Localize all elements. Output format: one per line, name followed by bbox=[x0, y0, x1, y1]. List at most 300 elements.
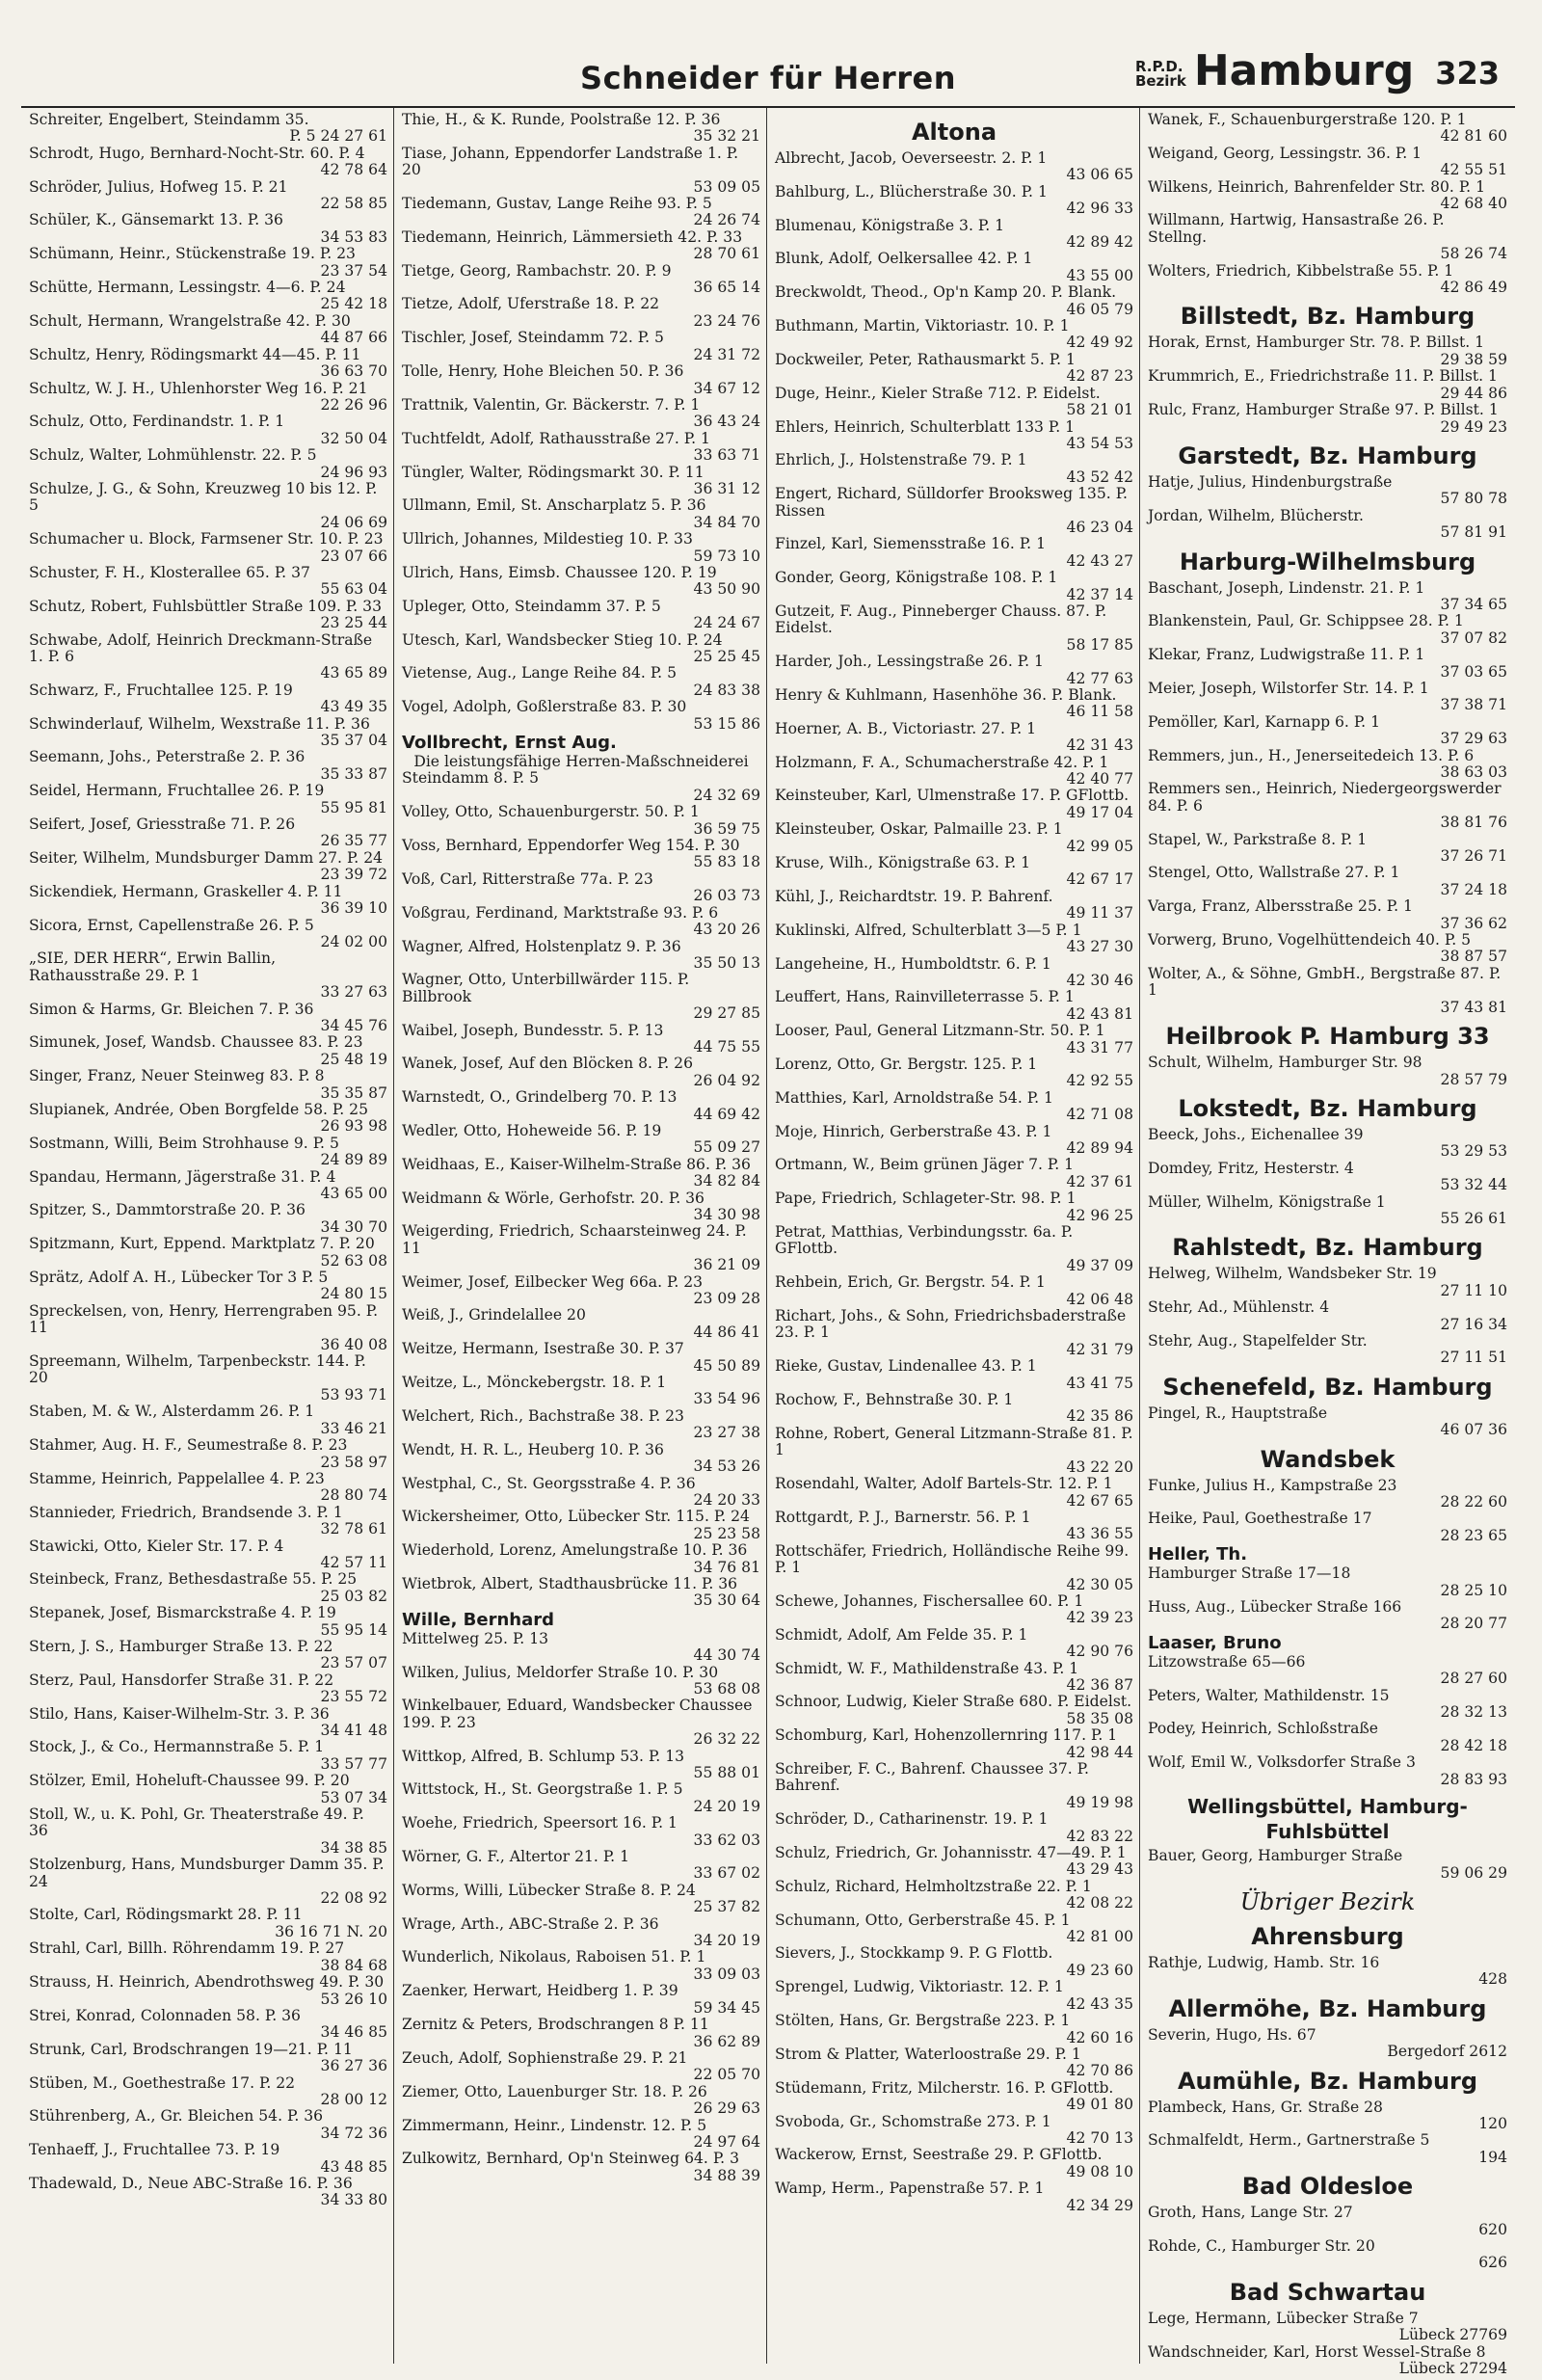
entry-name-address: Blunk, Adolf, Oelkersallee 42. P. 1 bbox=[775, 250, 1033, 268]
entry-name-address: Schomburg, Karl, Hohenzollernring 117. P. 1 bbox=[775, 1726, 1118, 1745]
phone-number: 24 06 69 bbox=[320, 513, 387, 531]
entry-name-address: Wolf, Emil W., Volksdorfer Straße 3 bbox=[1148, 1753, 1416, 1772]
directory-entry bbox=[29, 1270, 387, 1303]
directory-entry bbox=[29, 1404, 387, 1437]
directory-entry bbox=[29, 1236, 387, 1270]
entry-name-address: Krummrich, E., Friedrichstraße 11. P. Billst. 1 bbox=[1148, 367, 1498, 386]
directory-entry bbox=[402, 1408, 760, 1442]
directory-entry bbox=[402, 754, 760, 770]
phone-number: 37 38 71 bbox=[1440, 696, 1507, 714]
entry-name-address: Wiederhold, Lorenz, Amelungstraße 10. P. 36 bbox=[402, 1541, 748, 1560]
directory-entry bbox=[402, 1056, 760, 1089]
directory-entry bbox=[402, 2084, 760, 2118]
phone-number: 26 35 77 bbox=[320, 832, 387, 850]
directory-entry bbox=[1148, 1333, 1507, 1367]
entry-name-address: Stapel, W., Parkstraße 8. P. 1 bbox=[1148, 830, 1368, 848]
directory-entry bbox=[402, 2118, 760, 2152]
phone-number: 55 63 04 bbox=[320, 580, 387, 599]
directory-entry bbox=[402, 1916, 760, 1950]
district-heading: Billstedt, Bz. Hamburg bbox=[1180, 303, 1476, 331]
phone-number: 33 46 21 bbox=[320, 1419, 387, 1437]
phone-number: 23 58 97 bbox=[320, 1453, 387, 1471]
directory-entry bbox=[402, 1576, 760, 1610]
entry-name-address: Westphal, C., St. Georgsstraße 4. P. 36 bbox=[402, 1474, 696, 1492]
entry-name-address: Wandschneider, Karl, Horst Wessel-Straße 8 bbox=[1148, 2342, 1486, 2361]
directory-entry bbox=[775, 1426, 1133, 1476]
entry-name-address: Die leistungsfähige Herren-Maßschneiderei bbox=[413, 753, 749, 771]
entry-name-address: Dockweiler, Peter, Rathausmarkt 5. P. 1 bbox=[775, 350, 1076, 368]
phone-number: 53 68 08 bbox=[693, 1679, 760, 1698]
phone-number: 37 43 81 bbox=[1440, 998, 1507, 1016]
district-heading: Aumühle, Bz. Hamburg bbox=[1177, 2067, 1478, 2095]
phone-number: 55 95 81 bbox=[320, 798, 387, 816]
entry-name-address: Matthies, Karl, Arnoldstraße 54. P. 1 bbox=[775, 1088, 1053, 1107]
district-heading: Wellingsbüttel, Hamburg-Fuhlsbüttel bbox=[1187, 1795, 1468, 1844]
directory-entry bbox=[402, 1749, 760, 1782]
phone-number: 55 26 61 bbox=[1440, 1209, 1507, 1227]
entry-name-address: Sprätz, Adolf A. H., Lübecker Tor 3 P. 5 bbox=[29, 1269, 329, 1287]
entry-name-address: Wanek, F., Schauenburgerstraße 120. P. 1 bbox=[1148, 111, 1467, 128]
directory-entry bbox=[29, 1202, 387, 1236]
directory-entry bbox=[775, 687, 1133, 721]
directory-entry bbox=[402, 2151, 760, 2184]
directory-entry bbox=[1148, 2132, 1507, 2166]
directory-entry bbox=[402, 1665, 760, 1698]
directory-entry bbox=[1148, 334, 1507, 368]
entry-name-address: Wickersheimer, Otto, Lübecker Str. 115. P. 24 bbox=[402, 1508, 750, 1526]
directory-entry bbox=[29, 481, 387, 531]
directory-entry bbox=[402, 1781, 760, 1815]
directory-entry bbox=[29, 918, 387, 951]
phone-number: 34 45 76 bbox=[320, 1016, 387, 1034]
entry-name-address: Weitze, L., Mönckebergstr. 18. P. 1 bbox=[402, 1374, 667, 1392]
entry-name-address: Sicora, Ernst, Capellenstraße 26. P. 5 bbox=[29, 916, 314, 934]
directory-entry bbox=[1148, 580, 1507, 614]
district-label bbox=[1135, 60, 1186, 93]
entry-name-address: Bauer, Georg, Hamburger Straße bbox=[1148, 1847, 1403, 1865]
entry-name-address: Rottschäfer, Friedrich, Holländische Reihe 99. P. 1 bbox=[775, 1541, 1130, 1577]
entry-name-address: Strahl, Carl, Billh. Röhrendamm 19. P. 27 bbox=[29, 1939, 345, 1958]
phone-number: 33 09 03 bbox=[693, 1965, 760, 1983]
phone-number: 43 41 75 bbox=[1066, 1374, 1133, 1392]
directory-entry bbox=[29, 1002, 387, 1035]
phone-number: 29 49 23 bbox=[1440, 417, 1507, 436]
phone-number: 42 43 27 bbox=[1066, 551, 1133, 570]
entry-name-address: Looser, Paul, General Litzmann-Str. 50. P. 1 bbox=[775, 1022, 1105, 1040]
entry-name-address: Hoerner, A. B., Victoriastr. 27. P. 1 bbox=[775, 719, 1037, 737]
entry-name-address: Upleger, Otto, Steindamm 37. P. 5 bbox=[402, 597, 661, 615]
phone-number: 42 77 63 bbox=[1066, 669, 1133, 687]
directory-entry bbox=[775, 1224, 1133, 1274]
directory-entry bbox=[1148, 1405, 1507, 1439]
entry-name-address: Tischler, Josef, Steindamm 72. P. 5 bbox=[402, 329, 664, 347]
phone-number: 43 54 53 bbox=[1066, 434, 1133, 452]
directory-entry bbox=[775, 1124, 1133, 1158]
entry-name-address: Rehbein, Erich, Gr. Bergstr. 54. P. 1 bbox=[775, 1273, 1046, 1292]
directory-entry bbox=[402, 939, 760, 973]
phone-number: 42 35 86 bbox=[1066, 1407, 1133, 1426]
phone-number: 37 34 65 bbox=[1440, 595, 1507, 613]
phone-number: 46 23 04 bbox=[1066, 518, 1133, 536]
phone-number: 620 bbox=[1478, 2220, 1507, 2238]
entry-name-address: Spreemann, Wilhelm, Tarpenbeckstr. 144. P. 20 bbox=[29, 1352, 366, 1387]
entry-name-address: Rochow, F., Behnstraße 30. P. 1 bbox=[775, 1391, 1014, 1409]
phone-number: 42 67 17 bbox=[1066, 870, 1133, 889]
entry-name-address: Schulz, Otto, Ferdinandstr. 1. P. 1 bbox=[29, 413, 285, 431]
phone-number: 36 40 08 bbox=[320, 1335, 387, 1353]
phone-number: 55 83 18 bbox=[693, 853, 760, 871]
phone-number: 42 71 08 bbox=[1066, 1106, 1133, 1124]
directory-entry bbox=[775, 1879, 1133, 1912]
phone-number: 42 43 81 bbox=[1066, 1004, 1133, 1023]
directory-entry bbox=[402, 733, 760, 754]
phone-number: 35 30 64 bbox=[693, 1591, 760, 1610]
entry-name-address: Schulz, Walter, Lohmühlenstr. 22. P. 5 bbox=[29, 446, 317, 465]
directory-entry bbox=[775, 184, 1133, 218]
directory-entry bbox=[775, 150, 1133, 184]
entry-name-address: Schult, Wilhelm, Hamburger Str. 98 bbox=[1148, 1054, 1422, 1072]
directory-entry bbox=[402, 770, 760, 804]
running-title: Schneider für Herren bbox=[580, 60, 956, 96]
phone-number: 34 53 26 bbox=[693, 1457, 760, 1476]
phone-number: 58 35 08 bbox=[1066, 1709, 1133, 1727]
phone-number: 35 33 87 bbox=[320, 764, 387, 783]
district-heading: Schenefeld, Bz. Hamburg bbox=[1162, 1373, 1493, 1401]
entry-name-address: Vietense, Aug., Lange Reihe 84. P. 5 bbox=[402, 664, 678, 682]
directory-entry bbox=[775, 1979, 1133, 2013]
directory-entry bbox=[402, 1698, 760, 1748]
entry-name-address: Weigand, Georg, Lessingstr. 36. P. 1 bbox=[1148, 144, 1422, 162]
directory-entry bbox=[1148, 508, 1507, 542]
directory-entry bbox=[775, 452, 1133, 486]
phone-number: 23 24 76 bbox=[693, 311, 760, 330]
phone-number: 25 03 82 bbox=[320, 1587, 387, 1605]
entry-name-address: Remmers sen., Heinrich, Niedergeorgswerder 84. P. 6 bbox=[1148, 780, 1502, 815]
phone-number: 53 32 44 bbox=[1440, 1176, 1507, 1194]
directory-entry bbox=[1148, 1754, 1507, 1788]
entry-name-address: Singer, Franz, Neuer Steinweg 83. P. 8 bbox=[29, 1067, 325, 1085]
entry-name-address: Staben, M. & W., Alsterdamm 26. P. 1 bbox=[29, 1403, 315, 1421]
phone-number: 37 24 18 bbox=[1440, 880, 1507, 898]
directory-entry bbox=[29, 1538, 387, 1572]
entry-name-address: Zulkowitz, Bernhard, Op'n Steinweg 64. P. 3 bbox=[402, 2150, 740, 2168]
entry-name-address: Schuster, F. H., Klosterallee 65. P. 37 bbox=[29, 563, 310, 581]
phone-number: 25 23 58 bbox=[693, 1524, 760, 1542]
phone-number: 44 87 66 bbox=[320, 329, 387, 347]
entry-name-address: Voßgrau, Ferdinand, Marktstraße 93. P. 6 bbox=[402, 903, 719, 922]
directory-entry bbox=[775, 956, 1133, 990]
directory-entry bbox=[775, 1593, 1133, 1627]
entry-name-address: Tenhaeff, J., Fruchtallee 73. P. 19 bbox=[29, 2141, 280, 2159]
phone-number: 23 09 28 bbox=[693, 1290, 760, 1308]
phone-number: 23 57 07 bbox=[320, 1654, 387, 1672]
entry-name-address: Schulze, J. G., & Sohn, Kreuzweg 10 bis 12. P. 5 bbox=[29, 479, 378, 515]
directory-entry bbox=[29, 280, 387, 313]
phone-number: 34 30 70 bbox=[320, 1217, 387, 1236]
entry-name-address: Stüben, M., Goethestraße 17. P. 22 bbox=[29, 2073, 296, 2092]
entry-name-address: Vogel, Adolph, Goßlerstraße 83. P. 30 bbox=[402, 698, 687, 716]
directory-entry bbox=[402, 665, 760, 699]
directory-entry bbox=[775, 1661, 1133, 1695]
directory-entry bbox=[29, 1806, 387, 1857]
directory-entry bbox=[402, 1815, 760, 1849]
directory-entry bbox=[1148, 714, 1507, 748]
phone-number: 53 93 71 bbox=[320, 1385, 387, 1404]
directory-entry bbox=[775, 486, 1133, 536]
entry-name-address: Simunek, Josef, Wandsb. Chaussee 83. P. 23 bbox=[29, 1033, 363, 1052]
phone-number: 23 25 44 bbox=[320, 614, 387, 632]
directory-entry bbox=[775, 1157, 1133, 1190]
entry-name-address: Schümann, Heinr., Stückenstraße 19. P. 23 bbox=[29, 245, 356, 263]
phone-number: 43 52 42 bbox=[1066, 468, 1133, 486]
phone-number: 28 20 77 bbox=[1440, 1615, 1507, 1633]
directory-entry bbox=[1148, 1721, 1507, 1754]
entry-name-address: Seidel, Hermann, Fruchtallee 26. P. 19 bbox=[29, 782, 325, 800]
phone-number: 34 38 85 bbox=[320, 1838, 387, 1857]
directory-entry bbox=[402, 1274, 760, 1308]
directory-entry bbox=[775, 352, 1133, 386]
directory-entry bbox=[1148, 402, 1507, 436]
entry-name-address: Seifert, Josef, Griesstraße 71. P. 26 bbox=[29, 816, 296, 834]
directory-entry bbox=[402, 296, 760, 330]
phone-number: 26 93 98 bbox=[320, 1117, 387, 1136]
entry-name-address: Ehlers, Heinrich, Schulterblatt 133 P. 1 bbox=[775, 417, 1076, 436]
phone-number: 22 05 70 bbox=[693, 2066, 760, 2084]
entry-name-address: Stengel, Otto, Wallstraße 27. P. 1 bbox=[1148, 864, 1400, 882]
directory-entry bbox=[402, 1123, 760, 1157]
phone-number: 35 50 13 bbox=[693, 953, 760, 972]
directory-entry bbox=[402, 497, 760, 531]
phone-number: 42 37 61 bbox=[1066, 1172, 1133, 1190]
entry-name-address: Tiedemann, Heinrich, Lämmersieth 42. P. 33 bbox=[402, 227, 743, 246]
directory-entry bbox=[775, 1761, 1133, 1811]
entry-name-address: Schult, Hermann, Wrangelstraße 42. P. 30 bbox=[29, 311, 351, 330]
directory-entry bbox=[775, 2013, 1133, 2046]
entry-name-address: Klekar, Franz, Ludwigstraße 11. P. 1 bbox=[1148, 646, 1425, 664]
directory-entry bbox=[29, 1605, 387, 1639]
phone-number: 42 70 86 bbox=[1066, 2062, 1133, 2080]
directory-entry bbox=[1148, 2027, 1507, 2061]
directory-entry bbox=[29, 447, 387, 481]
phone-number: 24 80 15 bbox=[320, 1285, 387, 1303]
entry-name-address: Engert, Richard, Sülldorfer Brooksweg 135. P. Rissen bbox=[775, 485, 1128, 520]
directory-entry bbox=[1148, 1161, 1507, 1194]
phone-number: 27 16 34 bbox=[1440, 1315, 1507, 1333]
entry-name-address: Rottgardt, P. J., Barnerstr. 56. P. 1 bbox=[775, 1508, 1031, 1526]
directory-entry bbox=[29, 1739, 387, 1773]
directory-entry bbox=[775, 821, 1133, 855]
directory-entry bbox=[775, 1274, 1133, 1308]
entry-name-address: Remmers, jun., H., Jenerseitedeich 13. P. 6 bbox=[1148, 746, 1475, 764]
entry-name-address: Wagner, Alfred, Holstenplatz 9. P. 36 bbox=[402, 937, 681, 955]
phone-number: 42 43 35 bbox=[1066, 1994, 1133, 2013]
entry-name-address: Wendt, H. R. L., Heuberg 10. P. 36 bbox=[402, 1440, 664, 1458]
entry-name-address: Langeheine, H., Humboldtstr. 6. P. 1 bbox=[775, 954, 1051, 973]
directory-entry bbox=[775, 1510, 1133, 1543]
directory-entry bbox=[1148, 2344, 1507, 2378]
phone-number: 55 09 27 bbox=[693, 1138, 760, 1157]
phone-number: 44 75 55 bbox=[693, 1037, 760, 1056]
phone-number: 46 05 79 bbox=[1066, 300, 1133, 318]
phone-number: 626 bbox=[1478, 2254, 1507, 2272]
directory-entry bbox=[1148, 2099, 1507, 2133]
entry-name-address: Keinsteuber, Karl, Ulmenstraße 17. P. GFlottb. bbox=[775, 787, 1130, 805]
entry-name-address: Simon & Harms, Gr. Bleichen 7. P. 36 bbox=[29, 1000, 314, 1018]
directory-entry bbox=[1148, 865, 1507, 898]
entry-name-address: Schumacher u. Block, Farmsener Str. 10. P. 23 bbox=[29, 530, 384, 548]
phone-number: 42 36 87 bbox=[1066, 1675, 1133, 1694]
entry-name-address: Strei, Konrad, Colonnaden 58. P. 36 bbox=[29, 2006, 301, 2024]
entry-name-address: Sostmann, Willi, Beim Strohhause 9. P. 5 bbox=[29, 1134, 339, 1152]
phone-number: 24 96 93 bbox=[320, 463, 387, 481]
phone-number: 38 81 76 bbox=[1440, 814, 1507, 832]
phone-number: 52 63 08 bbox=[320, 1251, 387, 1270]
phone-number: Lübeck 27769 bbox=[1398, 2326, 1507, 2344]
phone-number: 37 29 63 bbox=[1440, 730, 1507, 748]
directory-entry bbox=[775, 1056, 1133, 1090]
phone-number: 25 37 82 bbox=[693, 1898, 760, 1916]
entry-name-address: Spreckelsen, von, Henry, Herrengraben 95. P. 11 bbox=[29, 1301, 379, 1337]
phone-number: 28 25 10 bbox=[1440, 1581, 1507, 1599]
phone-number: 34 33 80 bbox=[320, 2191, 387, 2209]
directory-entry bbox=[29, 599, 387, 632]
directory-entry bbox=[402, 1631, 760, 1665]
entry-name-address: Buthmann, Martin, Viktoriastr. 10. P. 1 bbox=[775, 317, 1070, 335]
directory-entry bbox=[29, 1773, 387, 1806]
phone-number: 58 17 85 bbox=[1066, 635, 1133, 654]
phone-number: 43 65 00 bbox=[320, 1185, 387, 1202]
directory-entry bbox=[29, 565, 387, 599]
phone-number: 45 50 89 bbox=[693, 1356, 760, 1375]
entry-name-address: Thie, H., & K. Runde, Poolstraße 12. P. 36 bbox=[402, 111, 721, 128]
phone-number: 42 83 22 bbox=[1066, 1827, 1133, 1845]
entry-name-address: Welchert, Rich., Bachstraße 38. P. 23 bbox=[402, 1406, 684, 1425]
phone-number: 32 78 61 bbox=[320, 1520, 387, 1538]
directory-entry bbox=[775, 570, 1133, 603]
phone-number: 43 65 89 bbox=[320, 664, 387, 682]
phone-number: 55 95 14 bbox=[320, 1620, 387, 1639]
directory-entry bbox=[775, 1476, 1133, 1510]
entry-name-address: Helweg, Wilhelm, Wandsbeker Str. 19 bbox=[1148, 1265, 1437, 1283]
directory-entry bbox=[29, 2075, 387, 2109]
directory-entry bbox=[402, 1223, 760, 1273]
entry-name-address: Rosendahl, Walter, Adolf Bartels-Str. 12. P. 1 bbox=[775, 1475, 1113, 1493]
phone-number: 42 31 43 bbox=[1066, 736, 1133, 755]
directory-entry bbox=[29, 347, 387, 381]
directory-entry bbox=[29, 414, 387, 447]
entry-name-address: Steindamm 8. P. 5 bbox=[402, 769, 540, 788]
phone-number: 120 bbox=[1478, 2114, 1507, 2132]
phone-number: 43 55 00 bbox=[1066, 266, 1133, 284]
entry-name-address: Tüngler, Walter, Rödingsmarkt 30. P. 11 bbox=[402, 463, 705, 481]
phone-number: 23 07 66 bbox=[320, 547, 387, 565]
directory-entry bbox=[402, 1157, 760, 1190]
directory-entry bbox=[1148, 2205, 1507, 2238]
phone-number: 36 65 14 bbox=[693, 279, 760, 297]
entry-name-address: Sickendiek, Hermann, Graskeller 4. P. 11 bbox=[29, 882, 343, 900]
directory-entry bbox=[1148, 681, 1507, 714]
directory-entry bbox=[29, 783, 387, 816]
entry-name-address: Sterz, Paul, Hansdorfer Straße 31. P. 22 bbox=[29, 1671, 334, 1689]
phone-number: 194 bbox=[1478, 2148, 1507, 2166]
entry-name-address: Blankenstein, Paul, Gr. Schippsee 28. P. 1 bbox=[1148, 612, 1464, 630]
phone-number: 33 27 63 bbox=[320, 983, 387, 1002]
phone-number: 42 81 00 bbox=[1066, 1928, 1133, 1946]
directory-entry bbox=[29, 816, 387, 850]
directory-entry bbox=[29, 1639, 387, 1672]
entry-name-address: Moje, Hinrich, Gerberstraße 43. P. 1 bbox=[775, 1122, 1052, 1140]
entry-name-address: Ullrich, Johannes, Mildestieg 10. P. 33 bbox=[402, 530, 693, 548]
phone-number: 42 89 42 bbox=[1066, 233, 1133, 252]
directory-entry bbox=[402, 1542, 760, 1576]
directory-entry bbox=[775, 1543, 1133, 1593]
directory-entry bbox=[29, 1974, 387, 2008]
directory-entry bbox=[402, 1442, 760, 1476]
entry-name-address: Duge, Heinr., Kieler Straße 712. P. Eidelst. bbox=[775, 384, 1101, 402]
phone-number: 34 20 19 bbox=[693, 1932, 760, 1950]
phone-number: 44 30 74 bbox=[693, 1646, 760, 1665]
entry-name-address: Wedler, Otto, Hoheweide 56. P. 19 bbox=[402, 1121, 662, 1139]
directory-entry bbox=[775, 386, 1133, 419]
entry-name-address: Ortmann, W., Beim grünen Jäger 7. P. 1 bbox=[775, 1156, 1075, 1174]
phone-number: Bergedorf 2612 bbox=[1387, 2043, 1507, 2061]
entry-name-address: Podey, Heinrich, Schloßstraße bbox=[1148, 1720, 1379, 1738]
entry-name-address: Zimmermann, Heinr., Lindenstr. 12. P. 5 bbox=[402, 2116, 707, 2134]
entry-name-address: Tolle, Henry, Hohe Bleichen 50. P. 36 bbox=[402, 362, 684, 381]
phone-number: 28 42 18 bbox=[1440, 1736, 1507, 1754]
entry-name-address: Zeuch, Adolf, Sophienstraße 29. P. 21 bbox=[402, 2048, 688, 2067]
directory-entry bbox=[29, 1471, 387, 1505]
entry-name-address: Vorwerg, Bruno, Vogelhüttendeich 40. P. 5 bbox=[1148, 931, 1472, 949]
phone-number: 37 07 82 bbox=[1440, 628, 1507, 647]
phone-number: 43 50 90 bbox=[693, 580, 760, 599]
phone-number: 53 09 05 bbox=[693, 177, 760, 196]
entry-name-address: Schreiber, F. C., Bahrenf. Chaussee 37. P. Bahrenf. bbox=[775, 1760, 1089, 1795]
phone-number: 33 62 03 bbox=[693, 1831, 760, 1849]
phone-number: 42 06 48 bbox=[1066, 1290, 1133, 1308]
directory-entry bbox=[29, 2042, 387, 2075]
directory-entry bbox=[775, 721, 1133, 755]
phone-number: 55 88 01 bbox=[693, 1764, 760, 1781]
directory-entry bbox=[1148, 1599, 1507, 1633]
entry-name-address: Strom & Platter, Waterloostraße 29. P. 1 bbox=[775, 2045, 1081, 2063]
directory-entry bbox=[402, 1849, 760, 1883]
phone-number: 43 48 85 bbox=[320, 2157, 387, 2176]
phone-number: 35 37 04 bbox=[320, 732, 387, 750]
entry-name-address: Zernitz & Peters, Brodschrangen 8 P. 11 bbox=[402, 2016, 709, 2034]
entry-name-address: Stepanek, Josef, Bismarckstraße 4. P. 19 bbox=[29, 1604, 336, 1622]
directory-entry bbox=[402, 431, 760, 465]
entry-name-address: Schröder, Julius, Hofweg 15. P. 21 bbox=[29, 177, 288, 196]
directory-entry bbox=[29, 212, 387, 246]
entry-name-address: Spandau, Hermann, Jägerstraße 31. P. 4 bbox=[29, 1167, 336, 1186]
phone-number: 27 11 10 bbox=[1440, 1281, 1507, 1299]
directory-entry bbox=[775, 218, 1133, 252]
directory-entry bbox=[1148, 179, 1507, 213]
phone-number: 34 41 48 bbox=[320, 1722, 387, 1739]
entry-name-address: Woehe, Friedrich, Speersort 16. P. 1 bbox=[402, 1814, 678, 1832]
entry-name-address: Schewe, Johannes, Fischersallee 60. P. 1 bbox=[775, 1591, 1084, 1610]
entry-name-address: Wietbrok, Albert, Stadthausbrücke 11. P. 36 bbox=[402, 1574, 738, 1592]
entry-name-address: Gutzeit, F. Aug., Pinneberger Chauss. 87. P. Eidelst. bbox=[775, 602, 1107, 637]
phone-number: 24 24 67 bbox=[693, 614, 760, 632]
directory-entry bbox=[402, 531, 760, 565]
directory-entry bbox=[29, 2176, 387, 2209]
phone-number: 44 69 42 bbox=[693, 1105, 760, 1123]
phone-number: 42 39 23 bbox=[1066, 1609, 1133, 1627]
entry-name-address: Hatje, Julius, Hindenburgstraße bbox=[1148, 472, 1393, 491]
directory-entry bbox=[29, 950, 387, 1001]
